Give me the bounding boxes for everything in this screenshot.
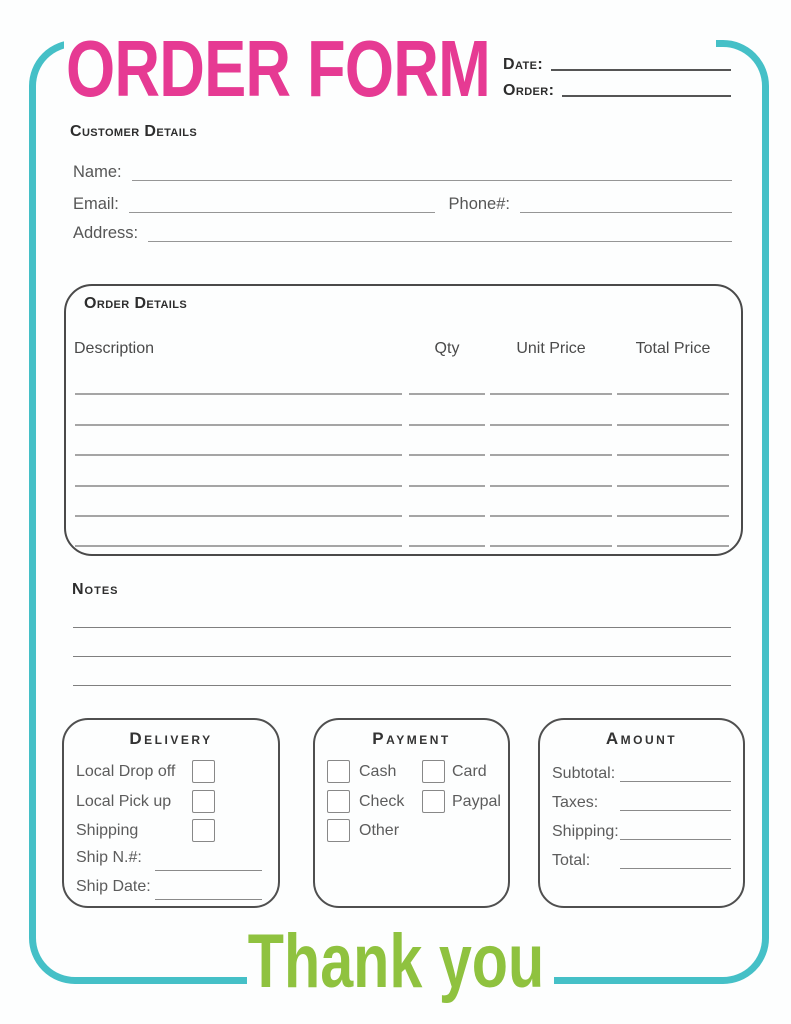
local-pick-up-checkbox[interactable] xyxy=(192,790,215,813)
unit-price-input-line[interactable] xyxy=(490,485,612,487)
qty-input-line[interactable] xyxy=(409,515,485,517)
email-input-line[interactable] xyxy=(129,212,435,213)
qty-input-line[interactable] xyxy=(409,485,485,487)
description-input-line[interactable] xyxy=(75,515,402,517)
qty-input-line[interactable] xyxy=(409,454,485,456)
payment-heading: Payment xyxy=(372,729,451,748)
address-input-line[interactable] xyxy=(148,241,732,242)
local-pick-up-label: Local Pick up xyxy=(76,793,172,810)
ship-number-input-line[interactable] xyxy=(155,870,262,871)
subtotal-input-line[interactable] xyxy=(620,781,731,782)
delivery-heading: Delivery xyxy=(129,729,213,748)
name-input-line[interactable] xyxy=(132,180,732,181)
unit-price-input-line[interactable] xyxy=(490,545,612,547)
taxes-row xyxy=(552,792,731,812)
address-label: Address: xyxy=(73,224,139,242)
cash-checkbox[interactable] xyxy=(327,760,350,783)
notes-input-line[interactable] xyxy=(73,627,731,628)
date-input-line[interactable] xyxy=(551,69,731,71)
shipping-checkbox[interactable] xyxy=(192,819,215,842)
card-label: Card xyxy=(452,763,487,780)
ship-date-input-line[interactable] xyxy=(155,899,262,900)
total-label: Total: xyxy=(552,852,591,869)
thank-you-wrap xyxy=(205,919,585,1004)
card-checkbox[interactable] xyxy=(422,760,445,783)
thank-you-text: Thank you xyxy=(247,919,544,1004)
total-price-input-line[interactable] xyxy=(617,545,729,547)
notes-input-line[interactable] xyxy=(73,685,731,686)
unit-price-input-line[interactable] xyxy=(490,515,612,517)
email-row xyxy=(73,195,732,214)
unit-price-input-line[interactable] xyxy=(490,393,612,395)
check-label: Check xyxy=(359,793,405,810)
check-checkbox[interactable] xyxy=(327,790,350,813)
total-input-line[interactable] xyxy=(620,868,731,869)
shipping-input-line[interactable] xyxy=(620,839,731,840)
paypal-checkbox[interactable] xyxy=(422,790,445,813)
column-header-qty: Qty xyxy=(434,340,460,357)
taxes-label: Taxes: xyxy=(552,794,599,811)
date-order-block xyxy=(503,48,731,100)
qty-input-line[interactable] xyxy=(409,424,485,426)
description-input-line[interactable] xyxy=(75,393,402,395)
total-price-input-line[interactable] xyxy=(617,454,729,456)
unit-price-input-line[interactable] xyxy=(490,454,612,456)
order-number-input-line[interactable] xyxy=(562,95,731,97)
total-price-input-line[interactable] xyxy=(617,515,729,517)
page-title: ORDER FORM xyxy=(66,24,490,113)
shipping-row xyxy=(552,821,731,841)
name-row xyxy=(73,163,732,182)
order-details-heading: Order Details xyxy=(84,295,188,312)
column-header-total-price: Total Price xyxy=(635,340,711,357)
unit-price-input-line[interactable] xyxy=(490,424,612,426)
local-drop-off-checkbox[interactable] xyxy=(192,760,215,783)
notes-heading: Notes xyxy=(72,581,119,598)
local-drop-off-label: Local Drop off xyxy=(76,763,176,780)
shipping-option-label: Shipping xyxy=(76,822,139,839)
ship-number-label: Ship N.#: xyxy=(76,849,142,866)
subtotal-row xyxy=(552,763,731,783)
shipping-label: Shipping: xyxy=(552,823,619,840)
date-row xyxy=(503,48,731,74)
delivery-box xyxy=(62,718,280,908)
email-label: Email: xyxy=(73,195,119,213)
description-input-line[interactable] xyxy=(75,424,402,426)
description-input-line[interactable] xyxy=(75,545,402,547)
name-label: Name: xyxy=(73,163,122,181)
other-checkbox[interactable] xyxy=(327,819,350,842)
amount-heading: Amount xyxy=(605,729,678,748)
delivery-option-row xyxy=(76,760,266,783)
amount-box xyxy=(538,718,745,908)
delivery-option-row xyxy=(76,790,266,813)
date-label: Date: xyxy=(503,56,544,73)
subtotal-label: Subtotal: xyxy=(552,765,616,782)
total-price-input-line[interactable] xyxy=(617,485,729,487)
description-input-line[interactable] xyxy=(75,454,402,456)
qty-input-line[interactable] xyxy=(409,393,485,395)
phone-input-line[interactable] xyxy=(520,212,732,213)
column-header-description: Description xyxy=(74,340,155,357)
delivery-option-row xyxy=(76,819,266,842)
column-header-unit-price: Unit Price xyxy=(516,340,586,357)
notes-input-line[interactable] xyxy=(73,656,731,657)
total-row xyxy=(552,850,731,870)
ship-date-label: Ship Date: xyxy=(76,878,151,895)
customer-details-heading: Customer Details xyxy=(70,123,198,140)
taxes-input-line[interactable] xyxy=(620,810,731,811)
order-number-label: Order: xyxy=(503,82,555,99)
total-price-input-line[interactable] xyxy=(617,393,729,395)
paypal-label: Paypal xyxy=(452,793,501,810)
address-row xyxy=(73,224,732,243)
qty-input-line[interactable] xyxy=(409,545,485,547)
description-input-line[interactable] xyxy=(75,485,402,487)
order-details-box xyxy=(64,284,743,556)
cash-label: Cash xyxy=(359,763,397,780)
payment-box xyxy=(313,718,510,908)
other-label: Other xyxy=(359,822,400,839)
phone-label: Phone#: xyxy=(448,195,510,213)
total-price-input-line[interactable] xyxy=(617,424,729,426)
order-row xyxy=(503,74,731,100)
